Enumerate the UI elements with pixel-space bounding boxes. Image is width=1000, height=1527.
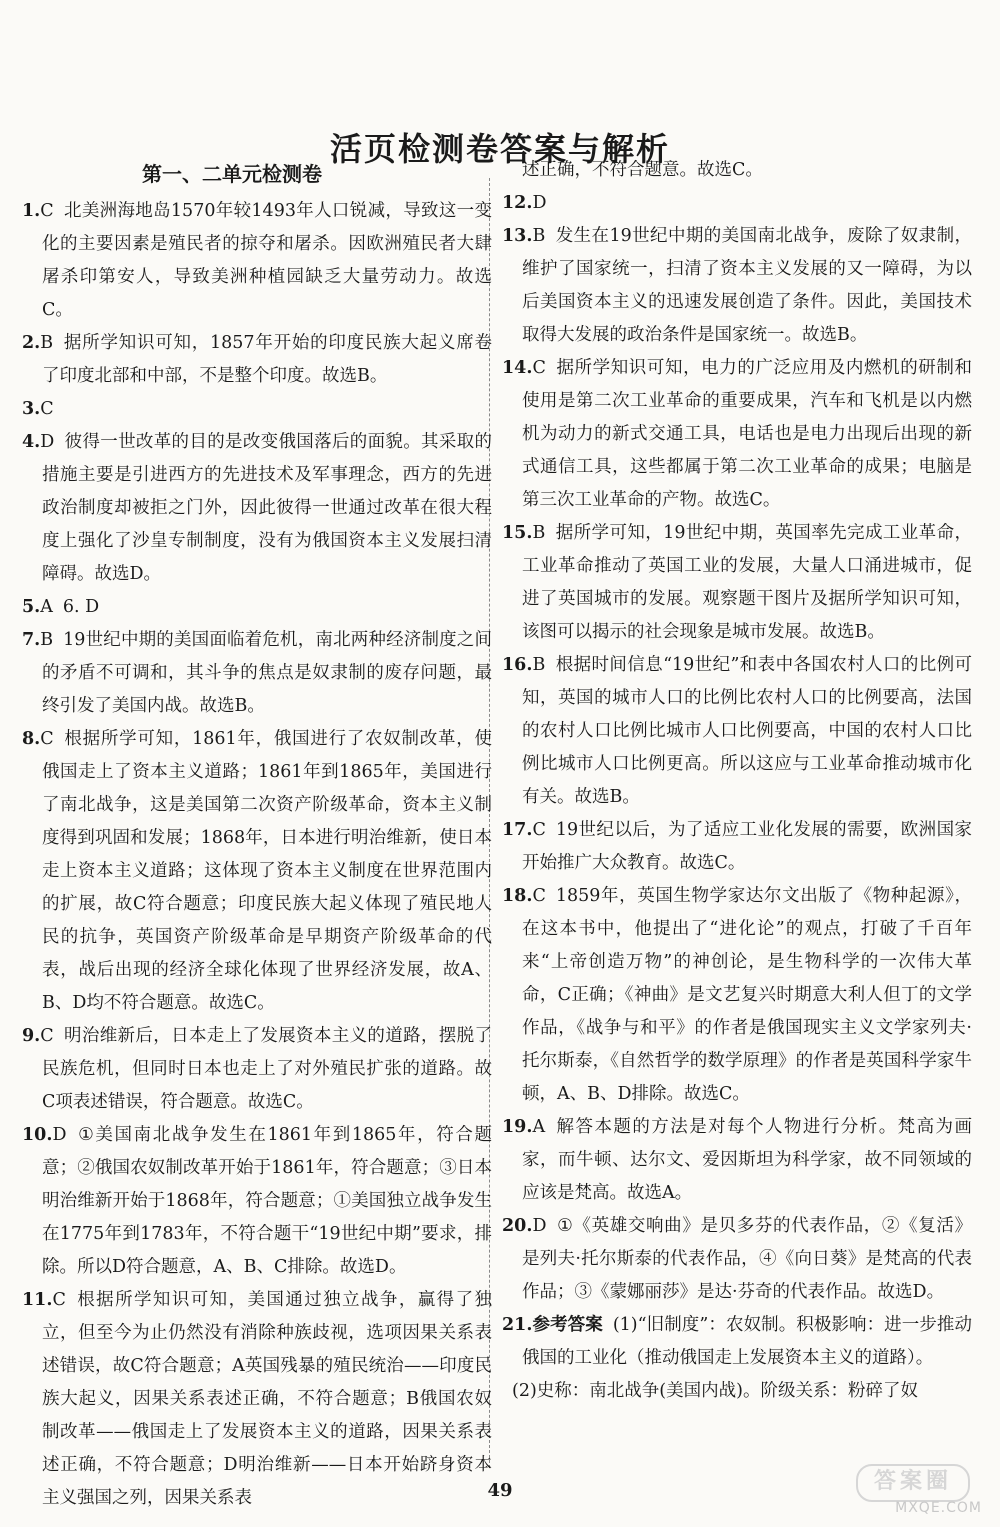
explanation-text: 根据所学知识可知，美国通过独立战争，赢得了独立，但至今为止仍然没有消除种族歧视，选项因果关系表述错误，故C符合题意；A英国残暴的殖民统治——印度民族大起义，因果关系表述正确，不符合题意；B俄国农奴制改革——俄国走上了发展资本主义的道路，因果关系表述正确，不符合题意；D明治维新——日本开始跻身资本主义强国之列，因果关系表 [42, 1290, 492, 1508]
question-number: 8. [22, 729, 41, 749]
question-number: 4. [22, 432, 41, 452]
section-title: 第一、二单元检测卷 [142, 162, 322, 186]
explanation-text: 解答本题的方法是对每个人物进行分析。梵高为画家，而牛顿、达尔文、爱因斯坦为科学家，故不同领域的应该是梵高。故选A。 [522, 1117, 972, 1203]
question-number: 15. [502, 523, 533, 543]
answer-item [22, 591, 492, 624]
explanation-text: 19世纪以后，为了适应工业化发展的需要，欧洲国家开始推广大众教育。故选C。 [522, 820, 972, 873]
answer-item [22, 195, 492, 327]
answer-letter: C [532, 358, 546, 378]
answer-item [502, 814, 972, 880]
watermark-seal: 答案圈 [856, 1464, 970, 1502]
answer-letter: D [532, 193, 547, 213]
answer-letter: B [532, 655, 546, 675]
explanation-text: (1)“旧制度”：农奴制。积极影响：进一步推动俄国的工业化（推动俄国走上发展资本主义的道路）。 [522, 1315, 972, 1368]
answer-letter: A [532, 1117, 546, 1137]
explanation-text: 1859年，英国生物学家达尔文出版了《物种起源》，在这本书中，他提出了“进化论”的观点，打破了千百年来“上帝创造万物”的神创论，是生物科学的一次伟大革命，C正确；《神曲》是文艺复兴时期意大利人但丁的文学作品，《战争与和平》的作者是俄国现实主义文学家列夫·托尔斯泰，《自然哲学的数学原理》的作者是英国科学家牛顿，A、B、D排除。故选C。 [522, 886, 972, 1104]
question-number: 7. [22, 630, 41, 650]
explanation-text: 6. D [62, 597, 100, 617]
explanation-text: 据所学知识可知，1857年开始的印度民族大起义席卷了印度北部和中部，不是整个印度。故选B。 [42, 333, 492, 386]
answer-letter: C [532, 820, 546, 840]
question-number: 11. [22, 1290, 53, 1310]
question-number: 14. [502, 358, 533, 378]
question-number: 13. [502, 226, 533, 246]
answer-letter: C [40, 399, 54, 419]
answer-item [502, 187, 972, 220]
question-number: 2. [22, 333, 41, 353]
explanation-text: ①美国南北战争发生在1861年到1865年，符合题意；②俄国农奴制改革开始于1861年，符合题意；③日本明治维新开始于1868年，符合题意；①美国独立战争发生在1775年到1783年，不符合题干“19世纪中期”要求，排除。所以D符合题意，A、B、C排除。故选D。 [42, 1125, 492, 1277]
explanation-text: 据所学可知，19世纪中期，英国率先完成工业革命，工业革命推动了英国工业的发展，大量人口涌进城市，促进了英国城市的发展。观察题干图片及据所学知识可知，该图可以揭示的社会现象是城市发展。故选B。 [522, 523, 972, 642]
answer-item [502, 1375, 972, 1408]
question-number: 18. [502, 886, 533, 906]
page-title: 活页检测卷答案与解析 [329, 130, 670, 168]
explanation-text: 据所学知识可知，电力的广泛应用及内燃机的研制和使用是第二次工业革命的重要成果，汽车和飞机是以内燃机为动力的新式交通工具，电话也是电力出现后出现的新式通信工具，这些都属于第二次工业革命的成果；电脑是第三次工业革命的产物。故选C。 [522, 358, 972, 510]
continued-text: 述正确，不符合题意。故选C。 [522, 160, 763, 180]
answer-item [502, 1111, 972, 1210]
answer-letter: C [532, 886, 546, 906]
answer-letter: D [40, 432, 55, 452]
question-number: 3. [22, 399, 41, 419]
answer-letter: C [40, 729, 54, 749]
answer-item [22, 624, 492, 723]
answer-letter: C [52, 1290, 66, 1310]
answer-letter: B [532, 523, 546, 543]
answer-item [502, 220, 972, 352]
explanation-text: 北美洲海地岛1570年较1493年人口锐减，导致这一变化的主要因素是殖民者的掠夺和屠杀。因欧洲殖民者大肆屠杀印第安人，导致美洲种植园缺乏大量劳动力。故选C。 [42, 201, 492, 320]
question-number: 20. [502, 1216, 533, 1236]
answer-letter: 参考答案 [532, 1315, 603, 1335]
watermark-logo [842, 1462, 992, 1522]
answer-letter: A [40, 597, 53, 617]
answer-letter: B [40, 333, 54, 353]
explanation-text: 根据时间信息“19世纪”和表中各国农村人口的比例可知，英国的城市人口的比例比农村人口的比例要高，法国的农村人口比例比城市人口比例要高，中国的农村人口比例比城市人口比例更高。所以这应与工业革命推动城市化有关。故选B。 [522, 655, 972, 807]
answer-item [502, 352, 972, 517]
answer-letter: C [40, 1026, 54, 1046]
question-number: 1. [22, 201, 41, 221]
answer-item [22, 327, 492, 393]
explanation-text: ①《英雄交响曲》是贝多芬的代表作品，②《复活》是列夫·托尔斯泰的代表作品，④《向日葵》是梵高的代表作品；③《蒙娜丽莎》是达·芬奇的代表作品。故选D。 [522, 1216, 972, 1302]
answer-item [502, 1210, 972, 1309]
watermark-site: MXQE.COM [895, 1500, 982, 1516]
explanation-text: 明治维新后，日本走上了发展资本主义的道路，摆脱了民族危机，但同时日本也走上了对外殖民扩张的道路。故C项表述错误，符合题意。故选C。 [42, 1026, 492, 1112]
explanation-text: 19世纪中期的美国面临着危机，南北两种经济制度之间的矛盾不可调和，其斗争的焦点是奴隶制的废存问题，最终引发了美国内战。故选B。 [42, 630, 492, 716]
answer-item [22, 426, 492, 591]
question-number: 9. [22, 1026, 41, 1046]
answer-item [502, 1309, 972, 1375]
question-number: 19. [502, 1117, 533, 1137]
explanation-text: 彼得一世改革的目的是改变俄国落后的面貌。其采取的措施主要是引进西方的先进技术及军事理念，西方的先进政治制度却被拒之门外，因此彼得一世通过改革在很大程度上强化了沙皇专制制度，没有为俄国资本主义发展扫清障碍。故选D。 [42, 432, 492, 584]
right-column [502, 154, 972, 1408]
answer-item [22, 723, 492, 1020]
question-number: 17. [502, 820, 533, 840]
answer-item [502, 517, 972, 649]
explanation-text: 发生在19世纪中期的美国南北战争，废除了奴隶制，维护了国家统一，扫清了资本主义发展的又一障碍，为以后美国资本主义的迅速发展创造了条件。因此，美国技术取得大发展的政治条件是国家统一。故选B。 [522, 226, 972, 345]
question-number: 10. [22, 1125, 53, 1145]
answer-letter: D [532, 1216, 547, 1236]
answer-item [502, 649, 972, 814]
answer-letter: D [52, 1125, 67, 1145]
answer-item [22, 393, 492, 426]
left-column [22, 195, 492, 1515]
answer-letter: B [40, 630, 54, 650]
answer-item [502, 880, 972, 1111]
answer-letter: C [40, 201, 54, 221]
answer-item [22, 1020, 492, 1119]
explanation-text: (2)史称：南北战争(美国内战)。阶级关系：粉碎了奴 [512, 1381, 918, 1401]
page-number: 49 [487, 1480, 513, 1501]
answer-letter: B [532, 226, 546, 246]
explanation-text: 根据所学可知，1861年，俄国进行了农奴制改革，使俄国走上了资本主义道路；1861年到1865年，美国进行了南北战争，这是美国第二次资产阶级革命，资本主义制度得到巩固和发展；1868年，日本进行明治维新，使日本走上资本主义道路；这体现了资本主义制度在世界范围内的扩展，故C符合题意；印度民族大起义体现了殖民地人民的抗争，英国资产阶级革命是早期资产阶级革命的代表，战后出现的经济全球化体现了世界经济发展，故A、B、D均不符合题意。故选C。 [42, 729, 492, 1013]
question-number: 21. [502, 1315, 533, 1335]
question-number: 12. [502, 193, 533, 213]
question-number: 5. [22, 597, 41, 617]
question-number: 16. [502, 655, 533, 675]
answer-item [22, 1119, 492, 1284]
